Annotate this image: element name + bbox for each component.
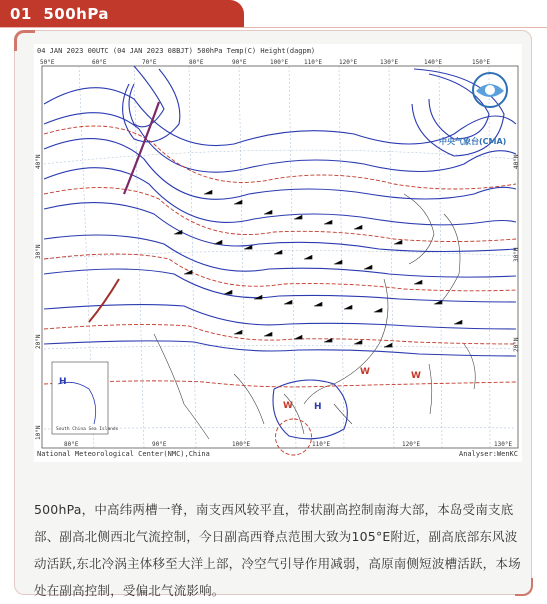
warm-center-label: W	[360, 367, 370, 377]
weather-map-graphic	[34, 44, 522, 462]
latitude-tick: 20°N	[35, 334, 42, 349]
analysis-description: 500hPa，中高纬两槽一脊，南支西风较平直，带状副高控制南海大部，本岛受南支底部、副高北侧西北气流控制，今日副高西脊点范围大致为105°E附近，副高底部东风波动活跃,东北冷涡主体移至大洋上部，冷空气引导作用减弱，高原南侧短波槽活跃，本场处在副高控制，受偏北气流影响。	[34, 502, 521, 598]
map-analyser-caption: Analyser:WenKC	[458, 450, 518, 458]
card-corner-decoration	[14, 30, 35, 51]
cma-logo-text: 中央气象台(CMA)	[439, 137, 507, 146]
top-longitude-ticks	[40, 59, 490, 66]
map-header-caption: 04 JAN 2023 00UTC (04 JAN 2023 08BJT) 500hPa Temp(C) Height(dagpm)	[37, 47, 316, 55]
longitude-tick: 100°E	[270, 59, 289, 66]
longitude-tick: 50°E	[40, 59, 55, 66]
cma-logo-icon	[464, 69, 516, 111]
longitude-tick: 120°E	[402, 441, 421, 448]
latitude-tick: 30°N	[513, 247, 520, 262]
weather-map	[34, 44, 522, 462]
latitude-tick: 40°N	[35, 154, 42, 169]
longitude-tick: 140°E	[424, 59, 443, 66]
map-source-caption: National Meteorological Center(NMC),China	[37, 450, 210, 458]
longitude-tick: 110°E	[312, 441, 331, 448]
warm-center-label: W	[283, 401, 293, 411]
longitude-tick: 130°E	[380, 59, 399, 66]
longitude-tick: 90°E	[152, 441, 167, 448]
high-pressure-label: H	[59, 377, 67, 387]
map-border	[42, 66, 518, 448]
longitude-tick: 120°E	[339, 59, 358, 66]
longitude-tick: 60°E	[92, 59, 107, 66]
longitude-tick: 90°E	[232, 59, 247, 66]
inset-map-label: South China Sea Islands	[56, 427, 119, 432]
latitude-tick: 30°N	[35, 244, 42, 259]
longitude-tick: 150°E	[472, 59, 491, 66]
longitude-tick: 130°E	[494, 441, 513, 448]
longitude-tick: 70°E	[142, 59, 157, 66]
warm-center-label: W	[411, 371, 421, 381]
latitude-tick: 10°N	[35, 425, 42, 440]
longitude-tick: 100°E	[232, 441, 251, 448]
high-pressure-label: H	[314, 402, 322, 412]
header-divider	[0, 27, 547, 28]
section-header	[0, 0, 244, 28]
longitude-tick: 80°E	[64, 441, 79, 448]
longitude-tick: 110°E	[304, 59, 323, 66]
latitude-tick: 20°N	[513, 337, 520, 352]
longitude-tick: 80°E	[189, 59, 204, 66]
left-latitude-ticks	[35, 154, 42, 440]
latitude-tick: 40°N	[513, 154, 520, 169]
inset-map-frame	[52, 362, 108, 434]
section-title: 01 500hPa	[10, 5, 110, 23]
